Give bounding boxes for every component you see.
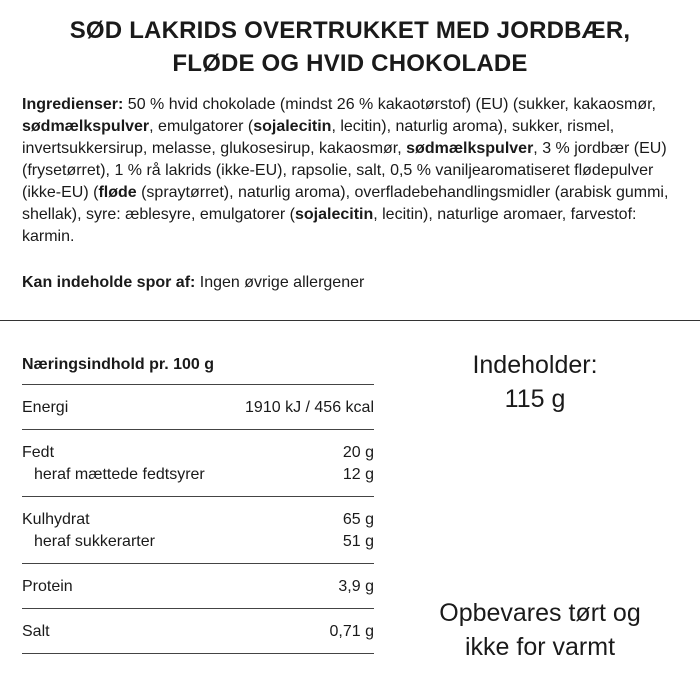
nutrition-group-fat (22, 430, 374, 496)
table-row (22, 509, 374, 531)
nutrient-value: 3,9 g (338, 578, 374, 595)
storage-line-2: ikke for varmt (464, 633, 616, 661)
table-row (22, 576, 374, 598)
section-divider (0, 320, 700, 321)
table-row (22, 464, 374, 486)
net-weight (400, 348, 670, 416)
table-row (22, 531, 374, 553)
table-row (22, 442, 374, 464)
nutrient-label: Energi (22, 399, 69, 416)
ingredients-allergen: sødmælkspulver (22, 118, 150, 135)
ingredients-allergen: fløde (98, 184, 137, 201)
ingredients-segment: , 3 % jordbær (EU) (frysetørret), 1 % rå lakrids (ikke-EU), rapsolie, salt, 0,5 % vaniljearomatiseret flødepulver (ikke-EU) ( (22, 140, 667, 201)
nutrition-group-salt (22, 609, 374, 653)
ingredients-text (22, 94, 682, 248)
nutrition-group-energy (22, 385, 374, 429)
nutrient-label: Salt (22, 623, 50, 640)
product-title-line-1: SØD LAKRIDS OVERTRUKKET MED JORDBÆR, (69, 17, 631, 44)
storage-instructions (400, 596, 680, 664)
nutrition-header: Næringsindhold pr. 100 g (22, 356, 215, 373)
table-row (22, 397, 374, 419)
ingredients-segment: , lecitin), naturlige aromaer, farvestof: karmin. (22, 206, 637, 245)
ingredients-allergen: sødmælkspulver (406, 140, 534, 157)
nutrition-table (22, 352, 374, 654)
nutrient-label: heraf sukkerarter (34, 533, 155, 550)
net-weight-value: 115 g (504, 385, 566, 413)
ingredients-segment: 50 % hvid chokolade (mindst 26 % kakaotørstof) (EU) (sukker, kakaosmør, (123, 96, 656, 113)
trace-label: Kan indeholde spor af: (22, 274, 196, 291)
product-title-line-2: FLØDE OG HVID CHOKOLADE (172, 50, 528, 77)
nutrient-value: 1910 kJ / 456 kcal (245, 399, 374, 416)
ingredients-segment: , lecitin), naturlig aroma), sukker, rismel, invertsukkersirup, melasse, glukosesirup, kakaosmør, (22, 118, 615, 157)
nutrient-label: Fedt (22, 444, 55, 461)
nutrient-label: Protein (22, 578, 73, 595)
nutrition-group-protein (22, 564, 374, 608)
nutrition-group-carbs (22, 497, 374, 563)
net-weight-label: Indeholder: (472, 351, 598, 379)
table-rule (22, 653, 374, 654)
storage-line-1: Opbevares tørt og (439, 599, 641, 627)
trace-allergens (22, 272, 682, 294)
nutrient-value: 51 g (342, 533, 374, 550)
trace-value: Ingen øvrige allergener (195, 274, 365, 291)
nutrient-value: 65 g (342, 511, 374, 528)
ingredients-label: Ingredienser: (22, 96, 124, 113)
ingredients-segment: (spraytørret), naturlig aroma), overfladebehandlingsmidler (arabisk gummi, shellak), syre: æblesyre, emulgatorer ( (22, 184, 669, 223)
ingredients-segment: , emulgatorer ( (149, 118, 254, 135)
nutrient-value: 0,71 g (329, 623, 374, 640)
nutrient-label: heraf mættede fedtsyrer (34, 466, 205, 483)
nutrient-value: 12 g (342, 466, 374, 483)
ingredients-allergen: sojalecitin (253, 118, 332, 135)
product-title (0, 14, 700, 80)
ingredients-allergen: sojalecitin (294, 206, 374, 223)
table-row (22, 621, 374, 643)
nutrient-value: 20 g (342, 444, 374, 461)
nutrient-label: Kulhydrat (22, 511, 90, 528)
